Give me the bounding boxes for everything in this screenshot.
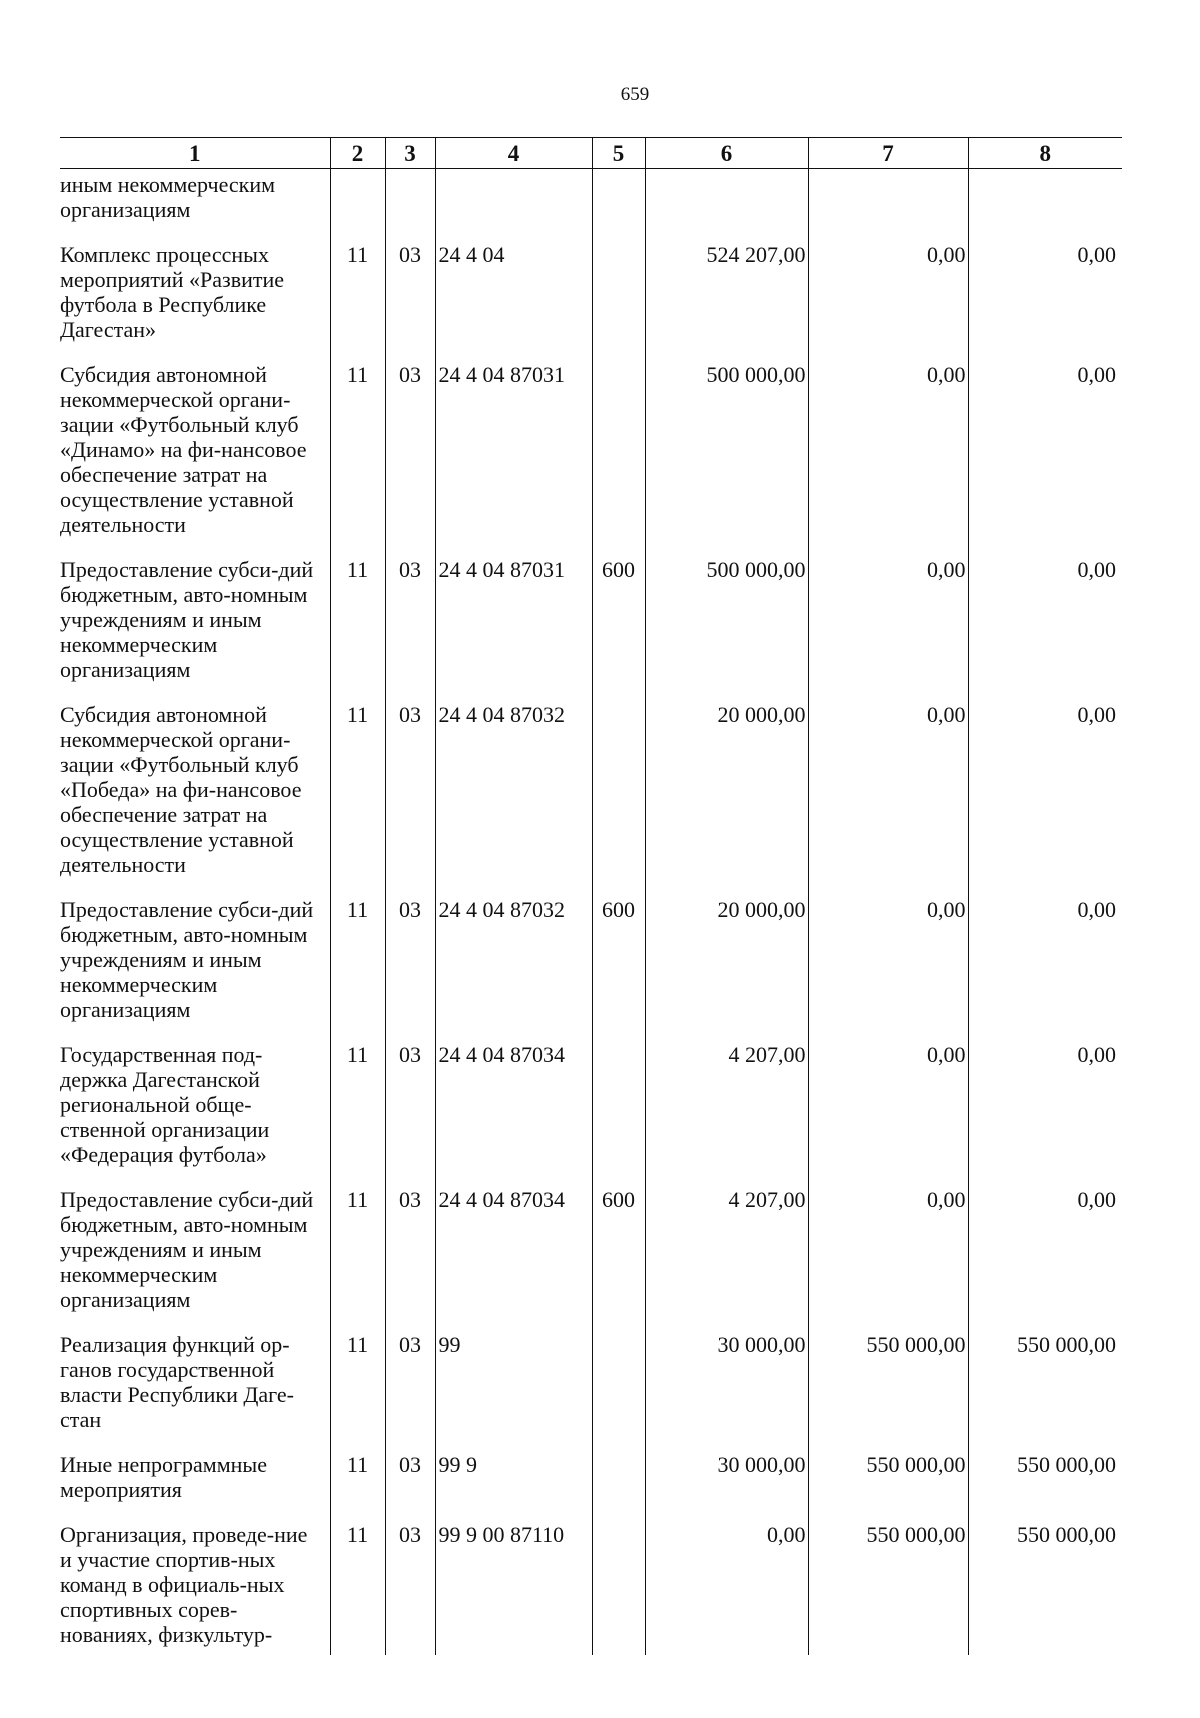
row-subsection: 03 — [385, 1187, 435, 1332]
header-col-1: 1 — [60, 138, 330, 169]
row-amount-8: 0,00 — [968, 897, 1122, 1042]
row-target-code: 24 4 04 87034 — [435, 1042, 592, 1187]
row-amount-8: 550 000,00 — [968, 1332, 1122, 1452]
row-section: 11 — [330, 362, 385, 557]
row-amount-7: 550 000,00 — [808, 1522, 968, 1655]
row-name: иным некоммерческим организациям — [60, 172, 276, 222]
row-amount-6 — [645, 169, 808, 243]
row-subsection: 03 — [385, 1042, 435, 1187]
table-body — [60, 169, 1122, 1656]
row-subsection: 03 — [385, 897, 435, 1042]
row-name: Комплекс процессных мероприятий «Развитие футбола в Республике Дагестан» — [60, 242, 285, 342]
table-row — [60, 1187, 1122, 1332]
row-amount-8: 0,00 — [968, 702, 1122, 897]
row-section: 11 — [330, 1452, 385, 1522]
header-row — [60, 138, 1122, 169]
row-amount-7: 0,00 — [808, 1042, 968, 1187]
row-expense-type: 600 — [592, 1187, 645, 1332]
row-subsection: 03 — [385, 242, 435, 362]
row-section: 11 — [330, 1042, 385, 1187]
row-expense-type — [592, 1452, 645, 1522]
row-amount-8: 550 000,00 — [968, 1452, 1122, 1522]
table-row — [60, 1332, 1122, 1452]
row-amount-6: 20 000,00 — [645, 702, 808, 897]
row-name: Организация, проведе-ние и участие спортив-ных команд в официаль-ных спортивных сорев-нованиях, физкультур- — [60, 1522, 308, 1647]
row-subsection: 03 — [385, 1452, 435, 1522]
row-subsection: 03 — [385, 1522, 435, 1655]
table-row — [60, 242, 1122, 362]
row-subsection: 03 — [385, 362, 435, 557]
row-target-code: 24 4 04 87032 — [435, 702, 592, 897]
row-expense-type: 600 — [592, 897, 645, 1042]
row-amount-6: 500 000,00 — [645, 362, 808, 557]
table-row — [60, 169, 1122, 243]
row-expense-type — [592, 242, 645, 362]
row-subsection: 03 — [385, 557, 435, 702]
row-name: Предоставление субси-дий бюджетным, авто-номным учреждениям и иным некоммерческим организациям — [60, 1187, 314, 1312]
row-subsection — [385, 169, 435, 243]
header-col-7: 7 — [808, 138, 968, 169]
page-number: 659 — [620, 84, 650, 105]
row-expense-type: 600 — [592, 557, 645, 702]
row-expense-type — [592, 1332, 645, 1452]
budget-table — [60, 137, 1122, 1655]
header-col-8: 8 — [968, 138, 1122, 169]
row-amount-6: 4 207,00 — [645, 1187, 808, 1332]
table-row — [60, 1042, 1122, 1187]
row-name: Субсидия автономной некоммерческой органи-зации «Футбольный клуб «Динамо» на фи-нансовое обеспечение затрат на осуществление уставной деятельности — [60, 362, 307, 537]
row-amount-8: 0,00 — [968, 242, 1122, 362]
row-name: Субсидия автономной некоммерческой органи-зации «Футбольный клуб «Победа» на фи-нансовое обеспечение затрат на осуществление уставной деятельности — [60, 702, 302, 877]
row-target-code: 24 4 04 87032 — [435, 897, 592, 1042]
row-amount-6: 4 207,00 — [645, 1042, 808, 1187]
row-amount-7: 0,00 — [808, 1187, 968, 1332]
header-col-3: 3 — [385, 138, 435, 169]
table-row — [60, 1452, 1122, 1522]
row-target-code: 24 4 04 — [435, 242, 592, 362]
row-amount-7: 550 000,00 — [808, 1452, 968, 1522]
row-expense-type — [592, 362, 645, 557]
header-col-4: 4 — [435, 138, 592, 169]
row-amount-7: 0,00 — [808, 897, 968, 1042]
table-row — [60, 897, 1122, 1042]
row-section — [330, 169, 385, 243]
row-target-code — [435, 169, 592, 243]
row-amount-8 — [968, 169, 1122, 243]
row-section: 11 — [330, 702, 385, 897]
row-section: 11 — [330, 1332, 385, 1452]
row-target-code: 99 9 00 87110 — [435, 1522, 592, 1655]
row-name: Предоставление субси-дий бюджетным, авто-номным учреждениям и иным некоммерческим организациям — [60, 557, 314, 682]
row-target-code: 99 — [435, 1332, 592, 1452]
row-amount-8: 0,00 — [968, 557, 1122, 702]
row-expense-type — [592, 169, 645, 243]
row-amount-7: 550 000,00 — [808, 1332, 968, 1452]
row-amount-6: 524 207,00 — [645, 242, 808, 362]
row-subsection: 03 — [385, 702, 435, 897]
row-section: 11 — [330, 557, 385, 702]
row-expense-type — [592, 1522, 645, 1655]
header-col-2: 2 — [330, 138, 385, 169]
row-amount-6: 500 000,00 — [645, 557, 808, 702]
row-expense-type — [592, 1042, 645, 1187]
row-target-code: 24 4 04 87031 — [435, 362, 592, 557]
row-name: Предоставление субси-дий бюджетным, авто-номным учреждениям и иным некоммерческим организациям — [60, 897, 314, 1022]
row-section: 11 — [330, 1187, 385, 1332]
table-row — [60, 1522, 1122, 1655]
row-amount-7: 0,00 — [808, 362, 968, 557]
row-amount-6: 30 000,00 — [645, 1452, 808, 1522]
row-expense-type — [592, 702, 645, 897]
row-target-code: 24 4 04 87034 — [435, 1187, 592, 1332]
row-section: 11 — [330, 1522, 385, 1655]
row-section: 11 — [330, 242, 385, 362]
table-row — [60, 557, 1122, 702]
row-amount-6: 0,00 — [645, 1522, 808, 1655]
row-amount-7: 0,00 — [808, 557, 968, 702]
row-name: Иные непрограммные мероприятия — [60, 1452, 267, 1502]
row-subsection: 03 — [385, 1332, 435, 1452]
row-section: 11 — [330, 897, 385, 1042]
header-col-5: 5 — [592, 138, 645, 169]
table-row — [60, 702, 1122, 897]
row-name: Государственная под-держка Дагестанской региональной обще-ственной организации «Федерация футбола» — [60, 1042, 270, 1167]
table-row — [60, 362, 1122, 557]
header-col-6: 6 — [645, 138, 808, 169]
row-amount-8: 0,00 — [968, 1042, 1122, 1187]
row-name: Реализация функций ор-ганов государственной власти Республики Даге-стан — [60, 1332, 294, 1432]
row-amount-6: 30 000,00 — [645, 1332, 808, 1452]
row-amount-8: 0,00 — [968, 1187, 1122, 1332]
row-target-code: 99 9 — [435, 1452, 592, 1522]
row-amount-8: 0,00 — [968, 362, 1122, 557]
row-amount-8: 550 000,00 — [968, 1522, 1122, 1655]
row-target-code: 24 4 04 87031 — [435, 557, 592, 702]
row-amount-6: 20 000,00 — [645, 897, 808, 1042]
row-amount-7: 0,00 — [808, 702, 968, 897]
row-amount-7 — [808, 169, 968, 243]
budget-table-container — [60, 137, 1122, 1655]
row-amount-7: 0,00 — [808, 242, 968, 362]
